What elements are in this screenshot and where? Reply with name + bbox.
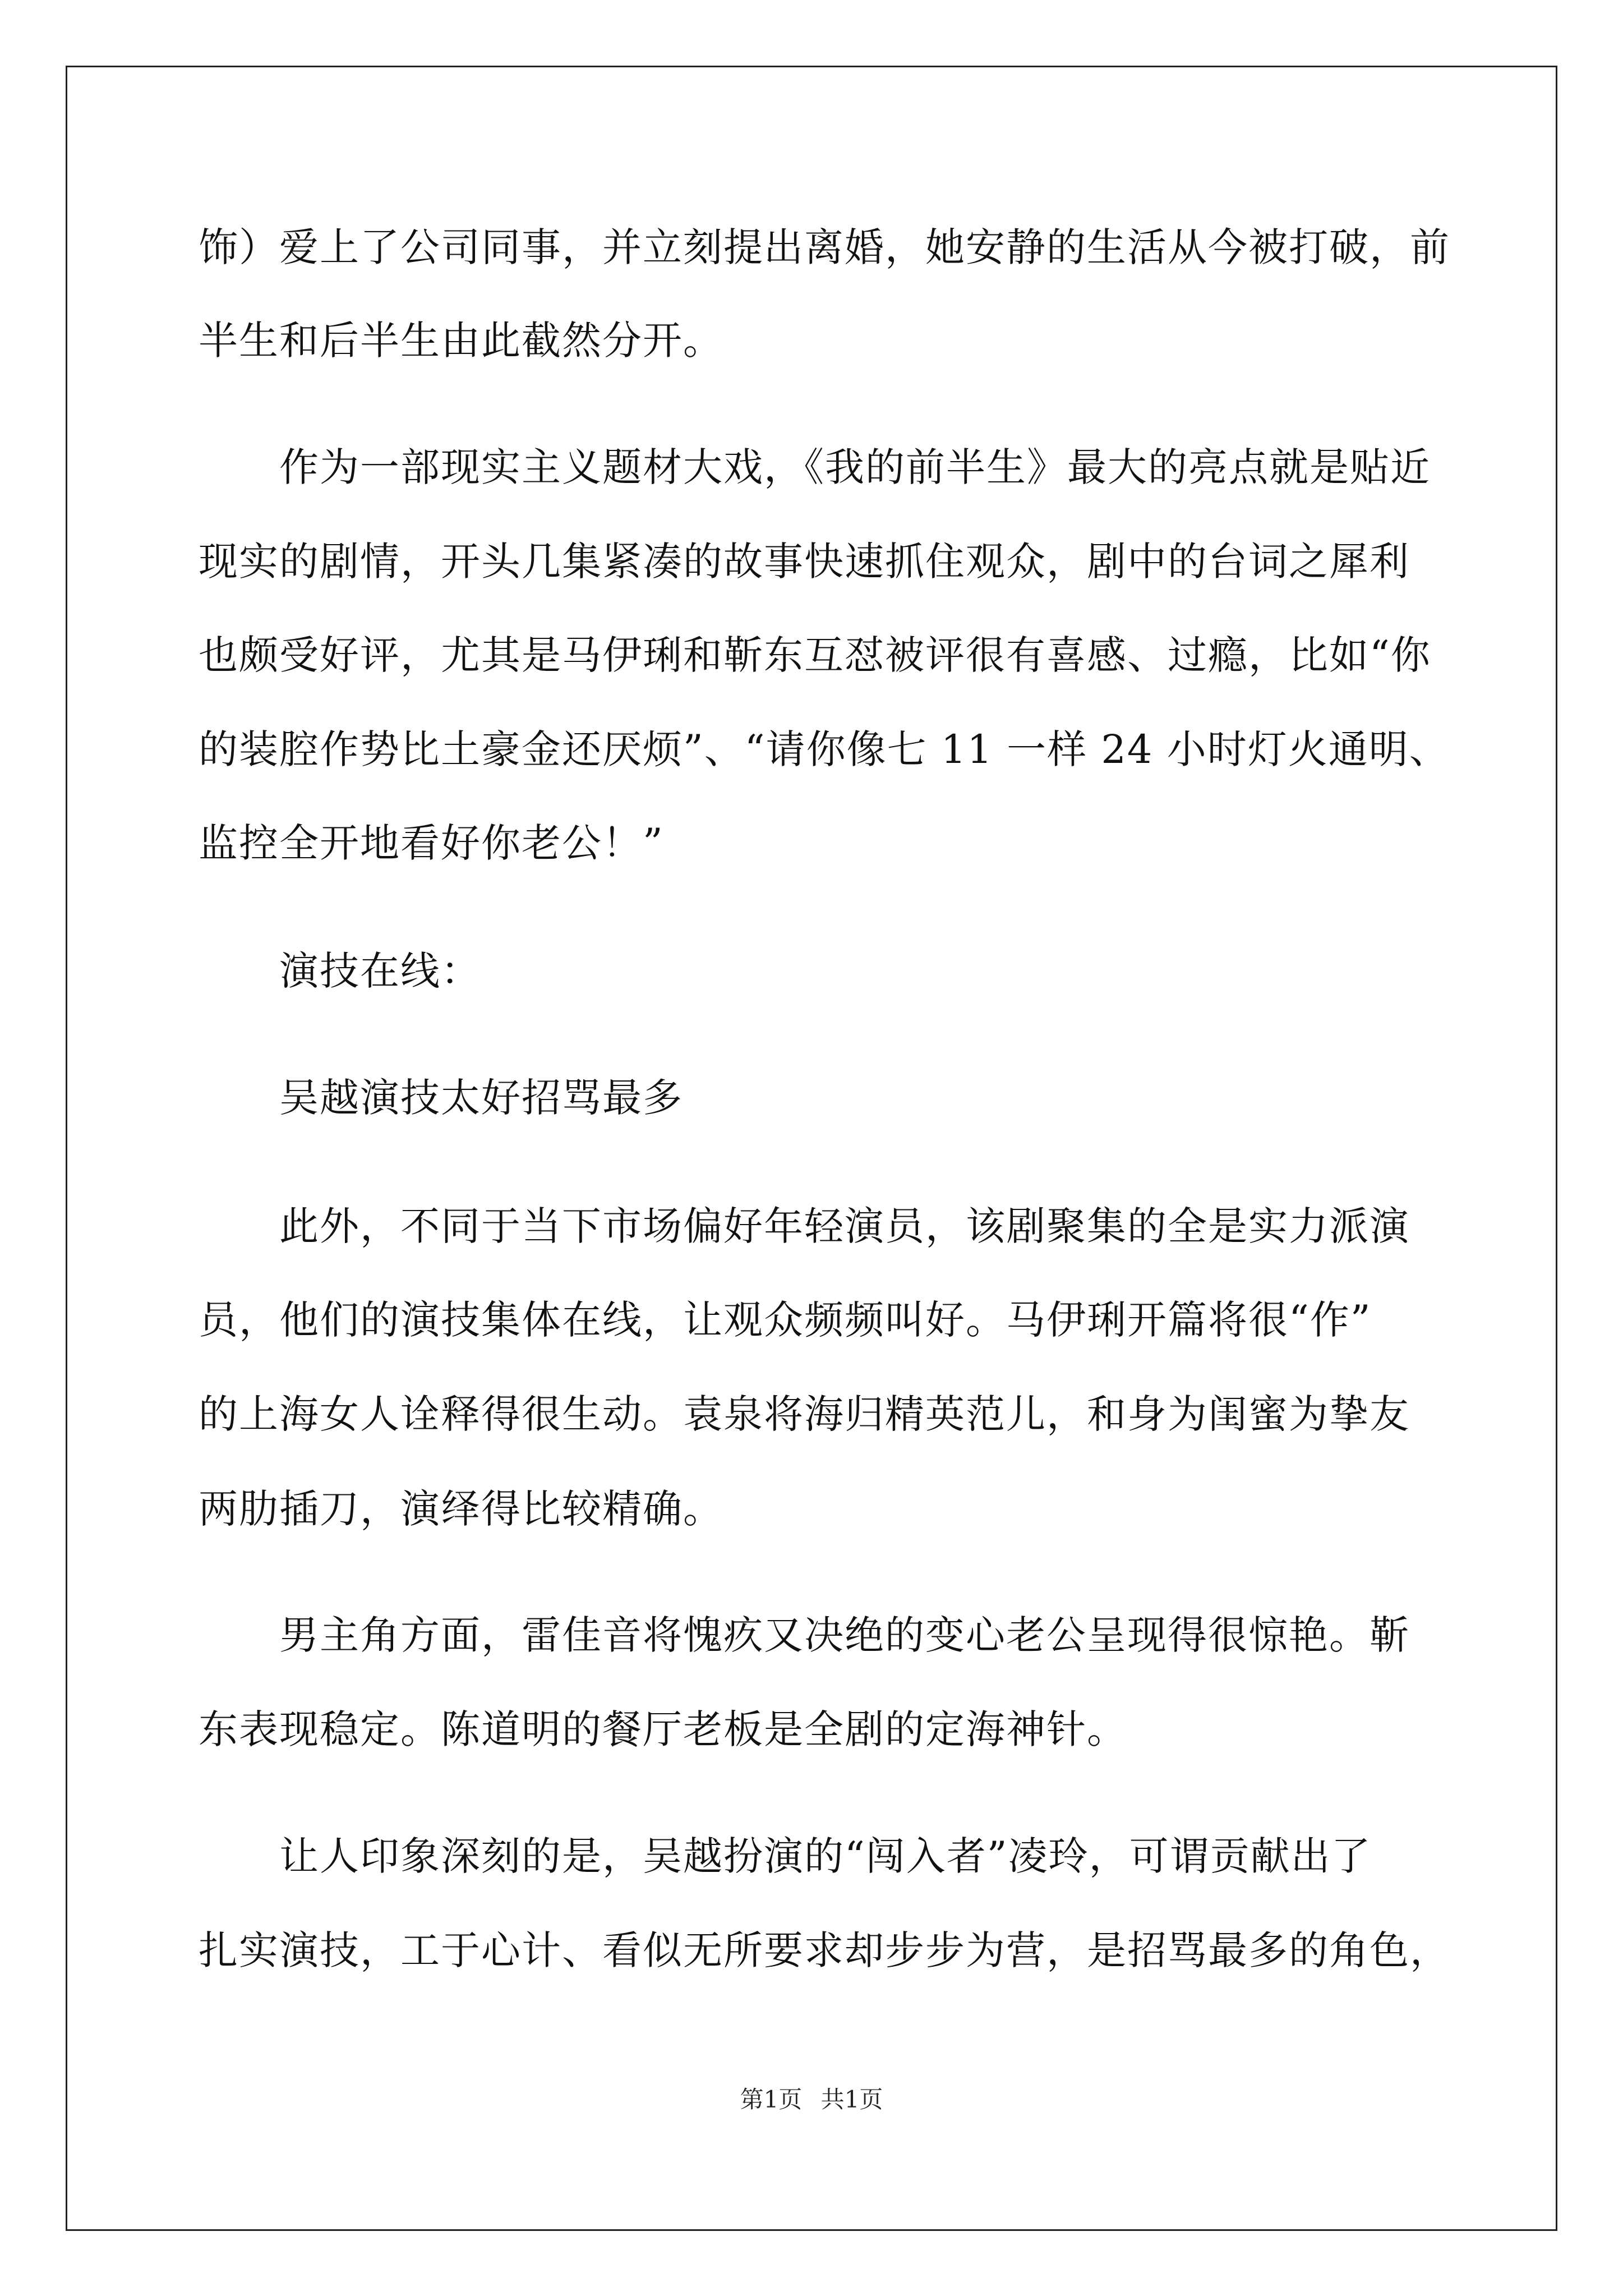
text-line: 半生和后半生由此截然分开。 — [199, 318, 723, 364]
page-footer — [0, 2083, 1623, 2116]
text-line: 也颇受好评，尤其是马伊琍和靳东互怼被评很有喜感、过瘾，比如“你 — [199, 632, 1431, 678]
text-line: 东表现稳定。陈道明的餐厅老板是全剧的定海神针。 — [199, 1706, 1127, 1752]
text-line: 此外，不同于当下市场偏好年轻演员，该剧聚集的全是实力派演 — [199, 1203, 1410, 1249]
text-line: 作为一部现实主义题材大戏，《我的前半生》最大的亮点就是贴近 — [199, 444, 1431, 490]
page-total: 共1页 — [820, 2086, 883, 2113]
page-border — [66, 66, 1557, 2231]
text-line: 男主角方面，雷佳音将愧疚又决绝的变心老公呈现得很惊艳。靳 — [199, 1612, 1410, 1658]
text-line: 两肋插刀，演绎得比较精确。 — [199, 1486, 723, 1532]
text-line: 员，他们的演技集体在线，让观众频频叫好。马伊琍开篇将很“作” — [199, 1297, 1372, 1343]
page-number: 第1页 — [740, 2086, 803, 2113]
text-line: 监控全开地看好你老公！” — [199, 820, 664, 866]
text-line: 现实的剧情，开头几集紧凑的故事快速抓住观众，剧中的台词之犀利 — [199, 539, 1410, 585]
text-line: 让人印象深刻的是，吴越扮演的“闯入者”凌玲，可谓贡献出了 — [199, 1833, 1372, 1879]
text-line: 饰）爱上了公司同事，并立刻提出离婚，她安静的生活从今被打破，前 — [199, 224, 1450, 270]
text-line: 扎实演技，工于心计、看似无所要求却步步为营，是招骂最多的角色， — [199, 1927, 1450, 1973]
text-line: 吴越演技太好招骂最多 — [199, 1075, 683, 1121]
text-line: 的上海女人诠释得很生动。袁泉将海归精英范儿，和身为闺蜜为挚友 — [199, 1391, 1410, 1437]
text-line: 的装腔作势比土豪金还厌烦”、“请你像七 11 一样 24 小时灯火通明、 — [199, 726, 1450, 772]
text-line: 演技在线： — [199, 948, 481, 994]
